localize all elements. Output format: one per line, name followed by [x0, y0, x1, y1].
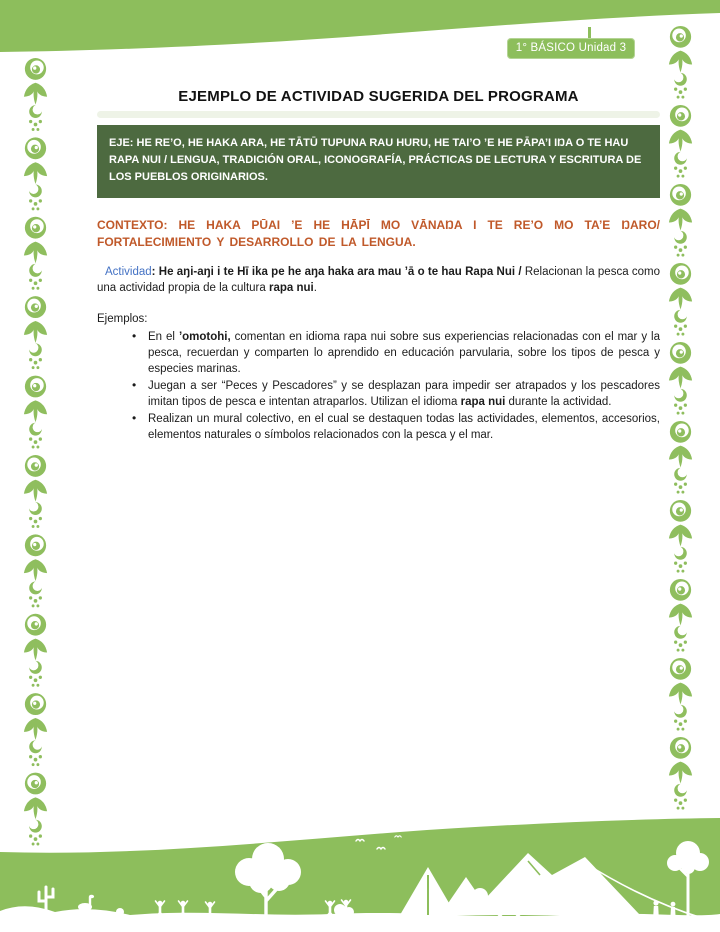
right-border-ornament-icon — [666, 24, 695, 814]
bullet-item — [130, 411, 660, 443]
page-title: EJEMPLO DE ACTIVIDAD SUGERIDA DEL PROGRAMA — [178, 88, 579, 105]
actividad-rapanui-text: He aŋi-aŋi i te Hī ika pe he aŋa haka ara mau ’ā o te hau Rapa Nui / — [158, 266, 522, 278]
actividad-spanish-text: Relacionan la pesca como una actividad propia de la cultura — [97, 266, 660, 294]
content-column — [97, 88, 660, 444]
bullet-text: Realizan un mural colectivo, en el cual se destaquen todas las actividades, elementos, accesorios, elementos naturales o símbolos relacionados con la pesca y el mar. — [148, 413, 660, 441]
ejemplos-list — [97, 329, 660, 443]
bullet-icon: • — [132, 378, 137, 392]
bullet-text: En el ’omotohi, comentan en idioma rapa nui sobre sus experiencias relacionadas con el mar y la pesca, recuerdan y comparten lo aprendido en educación parvularia, sobre los tipos de pesca y especies marinas. — [148, 331, 660, 375]
actividad-paragraph — [97, 264, 660, 296]
bullet-icon: • — [132, 329, 137, 343]
unit-badge: 1° BÁSICO Unidad 3 — [507, 38, 635, 59]
actividad-label: Actividad — [105, 266, 152, 278]
ejemplos-heading: Ejemplos: — [97, 313, 148, 325]
footer-landscape-illustration — [0, 815, 720, 932]
contexto-paragraph: CONTEXTO: HE HAKA PŪAI ’E HE HĀPĪ MO VĀNAŊA I TE RE’O MO TA’E ŊARO/ FORTALECIMIENTO Y DESARROLLO DE LA LENGUA. — [97, 218, 660, 249]
left-border-ornament-icon — [21, 56, 50, 850]
bullet-text: Juegan a ser “Peces y Pescadores” y se desplazan para impedir ser atrapados y los pescadores imitan tipos de pesca e intentan atraparlos. Utilizan el idioma rapa nui durante la actividad. — [148, 380, 660, 408]
actividad-colon: : — [151, 266, 159, 278]
actividad-period: . — [313, 282, 317, 294]
actividad-spanish-bold: rapa nui — [268, 282, 314, 294]
bullet-icon: • — [132, 411, 137, 425]
bullet-item — [130, 329, 660, 377]
eje-text: EJE: HE RE’O, HE HAKA ARA, HE TĀTŪ TUPUNA RAU HURU, HE TAI’O ’E HE PĀPA’I IŊA O TE HAU RAPA NUI / LENGUA, TRADICIÓN ORAL, ICONOGRAFÍA, PRÁCTICAS DE LECTURA Y ESCRITURA DE LOS PUEBLOS ORIGINARIOS. — [109, 137, 642, 183]
bullet-item — [130, 378, 660, 410]
title-divider — [97, 111, 660, 118]
eje-box — [97, 125, 660, 198]
